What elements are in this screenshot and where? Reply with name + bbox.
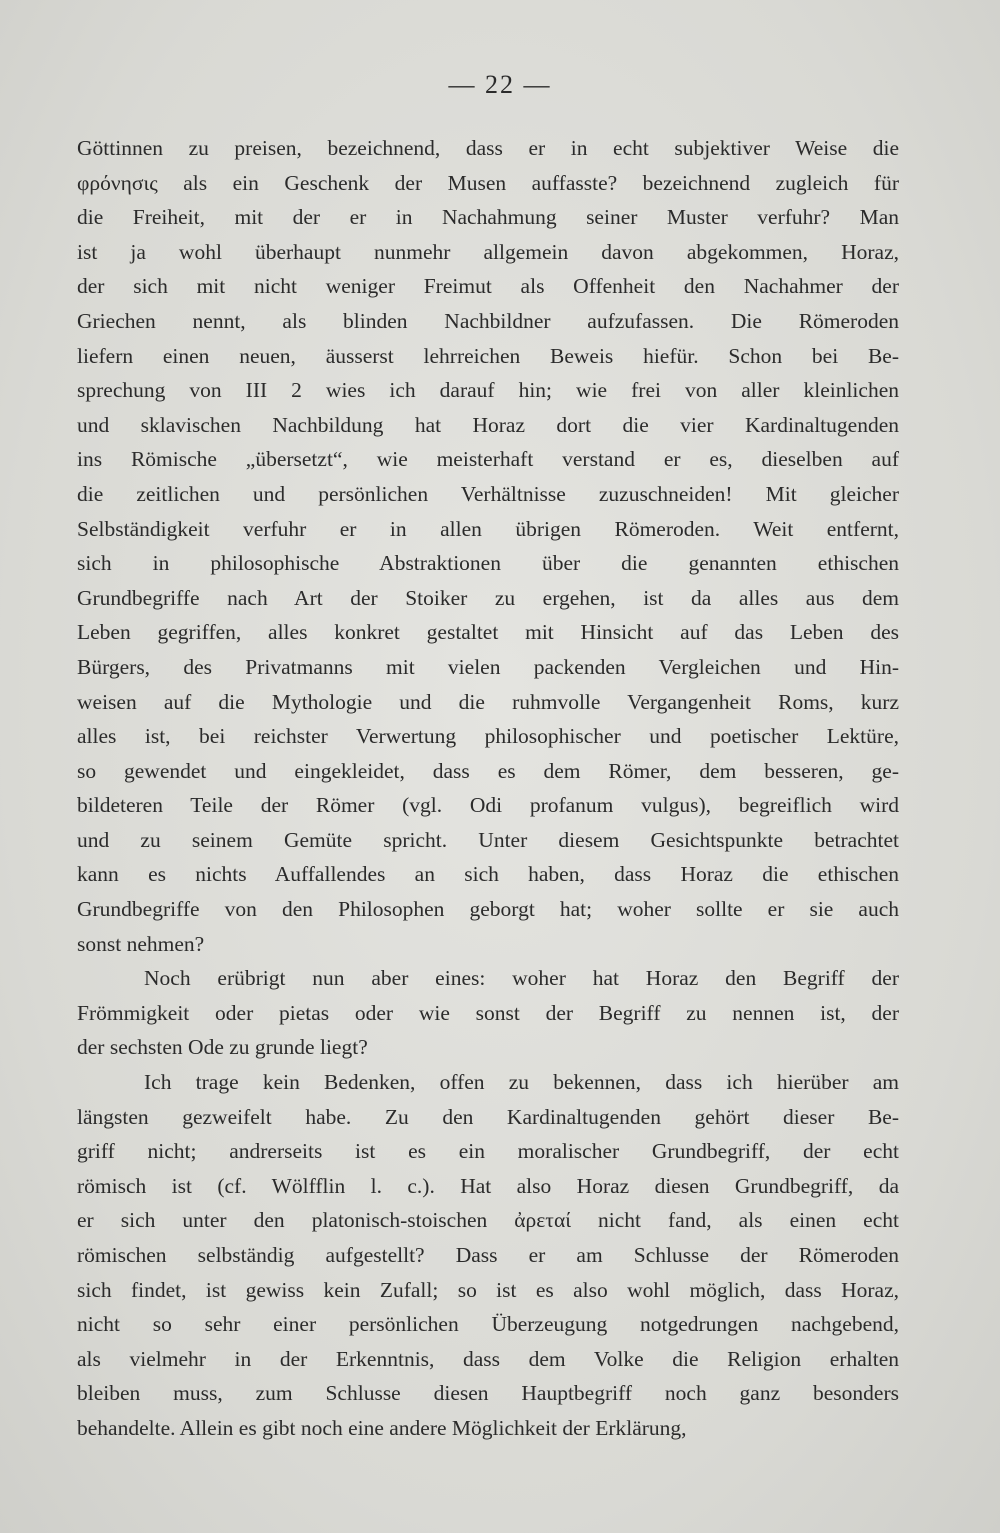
text-line: kann es nichts Auffallendes an sich haben, dass Horaz die ethischen <box>77 862 899 887</box>
text-line: liefern einen neuen, äusserst lehrreichen Beweis hiefür. Schon bei Be- <box>77 343 899 368</box>
text-line: alles ist, bei reichster Verwertung philosophischer und poetischer Lektüre, <box>77 724 899 749</box>
text-line: die zeitlichen und persönlichen Verhältnisse zuzuschneiden! Mit gleicher <box>77 481 899 506</box>
text-line: längsten gezweifelt habe. Zu den Kardinaltugenden gehört dieser Be- <box>77 1104 899 1129</box>
page-number: — 22 — <box>448 70 552 99</box>
text-line: der sechsten Ode zu grunde liegt? <box>77 1035 368 1060</box>
text-line: weisen auf die Mythologie und die ruhmvolle Vergangenheit Roms, kurz <box>77 689 899 714</box>
text-line: sich findet, ist gewiss kein Zufall; so ist es also wohl möglich, dass Horaz, <box>77 1277 899 1302</box>
body-text <box>77 131 899 1446</box>
text-line: ist ja wohl überhaupt nunmehr allgemein davon abgekommen, Horaz, <box>77 239 899 264</box>
text-line: Frömmigkeit oder pietas oder wie sonst der Begriff zu nennen ist, der <box>77 1000 899 1025</box>
text-line: Bürgers, des Privatmanns mit vielen packenden Vergleichen und Hin- <box>77 654 899 679</box>
text-line: er sich unter den platonisch-stoischen ἀρεταί nicht fand, als einen echt <box>77 1208 899 1233</box>
text-line: ins Römische „übersetzt“, wie meisterhaft verstand er es, dieselben auf <box>77 447 899 472</box>
text-line: sonst nehmen? <box>77 931 205 956</box>
text-line: die Freiheit, mit der er in Nachahmung seiner Muster verfuhr? Man <box>77 205 899 230</box>
text-line: Göttinnen zu preisen, bezeichnend, dass er in echt subjektiver Weise die <box>77 136 899 160</box>
text-line: und sklavischen Nachbildung hat Horaz dort die vier Kardinaltugenden <box>77 412 899 437</box>
text-line: φρόνησις als ein Geschenk der Musen auffasste? bezeichnend zugleich für <box>77 170 899 195</box>
text-line: Leben gegriffen, alles konkret gestaltet mit Hinsicht auf das Leben des <box>77 620 899 645</box>
text-line: bildeteren Teile der Römer (vgl. Odi profanum vulgus), begreiflich wird <box>77 793 899 818</box>
text-line: römischen selbständig aufgestellt? Dass er am Schlusse der Römeroden <box>77 1243 899 1267</box>
paragraph <box>77 961 899 1065</box>
text-line: Selbständigkeit verfuhr er in allen übrigen Römeroden. Weit entfernt, <box>77 516 899 541</box>
text-line: griff nicht; andrerseits ist es ein moralischer Grundbegriff, der echt <box>77 1139 899 1164</box>
text-line: so gewendet und eingekleidet, dass es dem Römer, dem besseren, ge- <box>77 758 899 783</box>
text-line: Ich trage kein Bedenken, offen zu bekennen, dass ich hierüber am <box>144 1070 899 1095</box>
text-line: behandelte. Allein es gibt noch eine andere Möglichkeit der Erklärung, <box>77 1415 687 1440</box>
text-line: sich in philosophische Abstraktionen über die genannten ethischen <box>77 551 899 576</box>
text-line: bleiben muss, zum Schlusse diesen Hauptbegriff noch ganz besonders <box>77 1381 899 1406</box>
paragraph <box>77 131 899 961</box>
text-line: sprechung von III 2 wies ich darauf hin; wie frei von aller kleinlichen <box>77 378 899 403</box>
text-line: Noch erübrigt nun aber eines: woher hat Horaz den Begriff der <box>144 966 899 991</box>
text-line: nicht so sehr einer persönlichen Überzeugung notgedrungen nachgebend, <box>77 1312 899 1337</box>
text-line: und zu seinem Gemüte spricht. Unter diesem Gesichtspunkte betrachtet <box>77 827 899 852</box>
text-line: als vielmehr in der Erkenntnis, dass dem Volke die Religion erhalten <box>77 1346 899 1371</box>
text-line: Grundbegriffe nach Art der Stoiker zu ergehen, ist da alles aus dem <box>77 585 899 610</box>
text-line: römisch ist (cf. Wölfflin l. c.). Hat also Horaz diesen Grundbegriff, da <box>77 1173 899 1198</box>
paragraph <box>77 1065 899 1446</box>
text-line: Grundbegriffe von den Philosophen geborgt hat; woher sollte er sie auch <box>77 897 899 922</box>
text-line: der sich mit nicht weniger Freimut als Offenheit den Nachahmer der <box>77 274 899 299</box>
text-line: Griechen nennt, als blinden Nachbildner aufzufassen. Die Römeroden <box>77 308 899 333</box>
